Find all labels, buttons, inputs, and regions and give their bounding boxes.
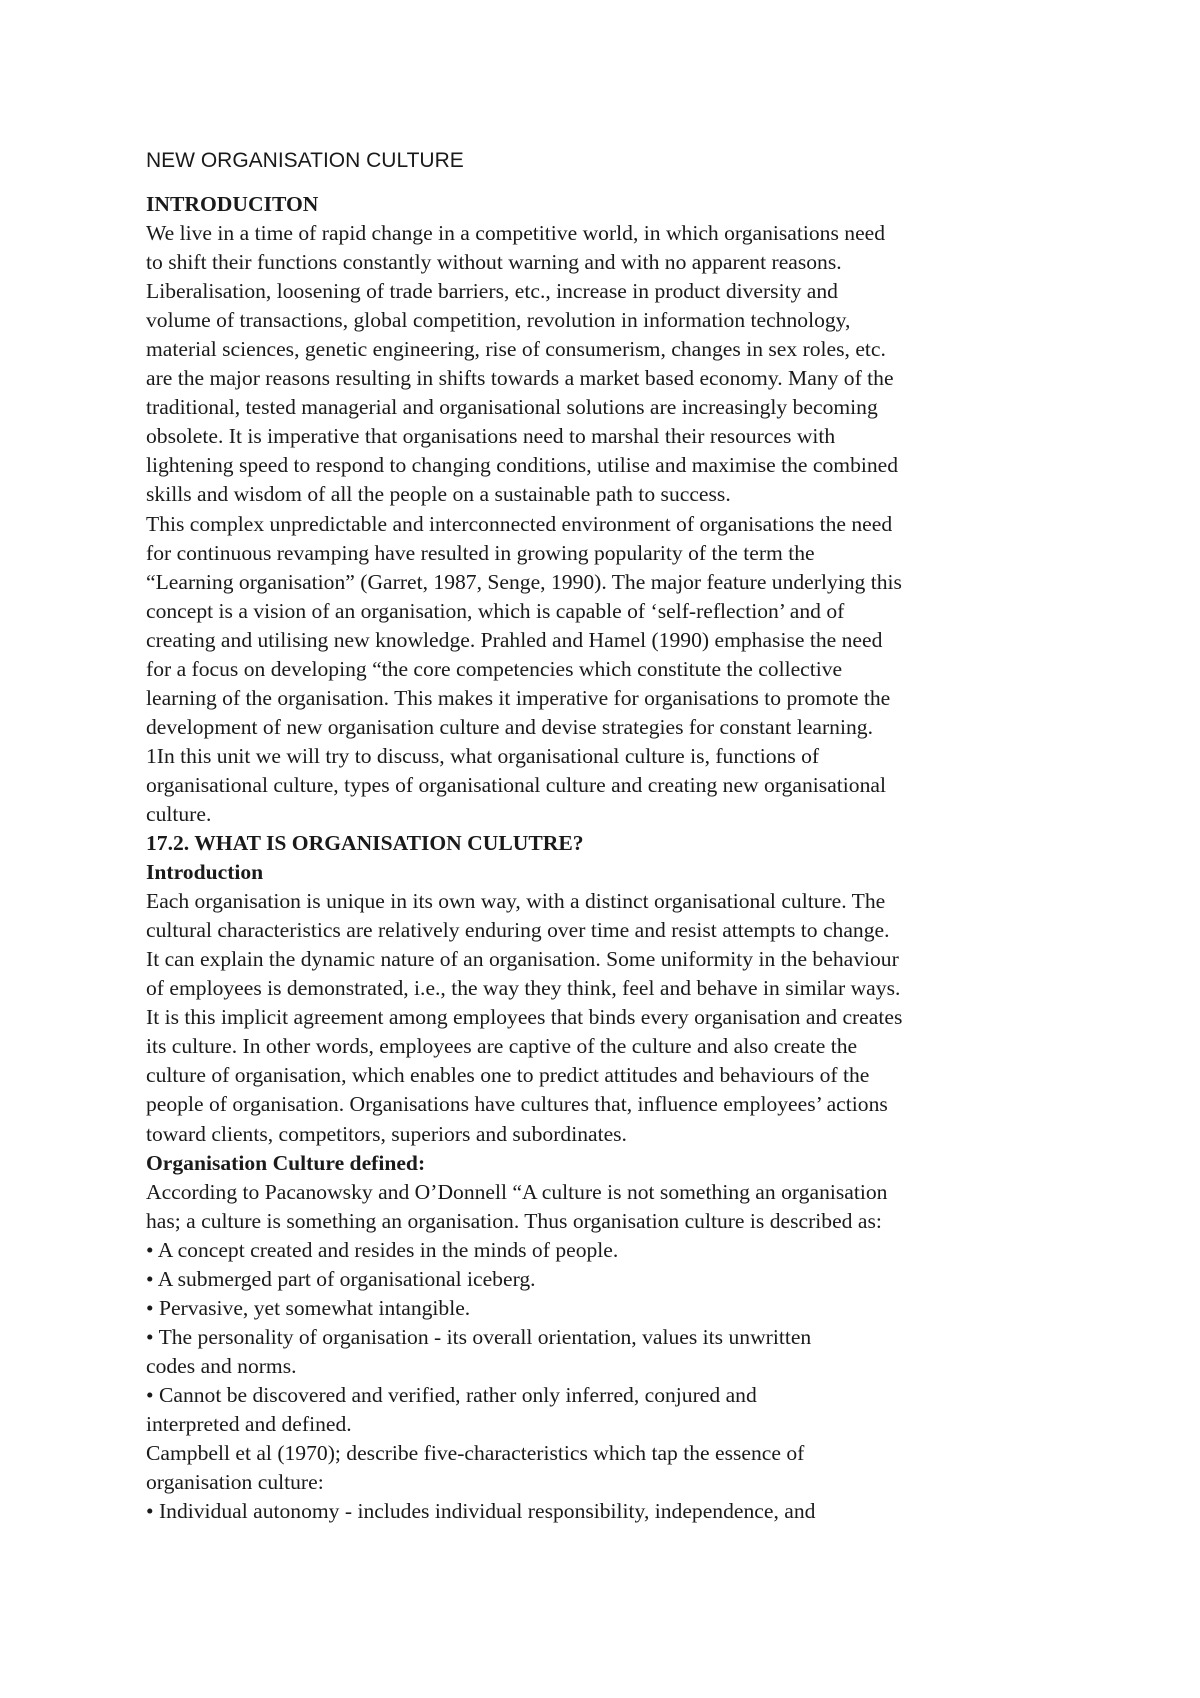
text-line: It is this implicit agreement among employees that binds every organisation and creates xyxy=(146,1005,903,1030)
text-line: organisation culture: xyxy=(146,1470,324,1495)
section-paragraphs xyxy=(146,887,1066,1148)
text-line: 1In this unit we will try to discuss, what organisational culture is, functions of xyxy=(146,743,820,768)
text-line: According to Pacanowsky and O’Donnell “A culture is not something an organisation xyxy=(146,1179,888,1204)
text-line: lightening speed to respond to changing conditions, utilise and maximise the combined xyxy=(146,453,899,478)
text-line: traditional, tested managerial and organisational solutions are increasingly becoming xyxy=(146,395,878,420)
document-body xyxy=(146,146,1066,1526)
text-line: material sciences, genetic engineering, rise of consumerism, changes in sex roles, etc. xyxy=(146,337,886,362)
text-line: creating and utilising new knowledge. Prahled and Hamel (1990) emphasise the need xyxy=(146,627,883,652)
intro-paragraphs xyxy=(146,219,1066,829)
text-line: to shift their functions constantly without warning and with no apparent reasons. xyxy=(146,250,842,275)
text-line: skills and wisdom of all the people on a sustainable path to success. xyxy=(146,482,731,507)
text-line: culture. xyxy=(146,801,212,826)
text-line: Each organisation is unique in its own way, with a distinct organisational culture. The xyxy=(146,889,886,914)
document-title: NEW ORGANISATION CULTURE xyxy=(146,149,464,172)
text-line: its culture. In other words, employees are captive of the culture and also create the xyxy=(146,1034,858,1059)
text-line: for a focus on developing “the core competencies which constitute the collective xyxy=(146,656,843,681)
text-line: for continuous revamping have resulted in growing popularity of the term the xyxy=(146,540,815,565)
text-line: development of new organisation culture and devise strategies for constant learning. xyxy=(146,714,873,739)
text-line: learning of the organisation. This makes it imperative for organisations to promote the xyxy=(146,685,891,710)
bullet-item: • The personality of organisation - its overall orientation, values its unwritten xyxy=(146,1324,812,1349)
text-line: It can explain the dynamic nature of an organisation. Some uniformity in the behaviour xyxy=(146,947,899,972)
text-line: cultural characteristics are relatively enduring over time and resist attempts to change. xyxy=(146,918,890,943)
text-line: of employees is demonstrated, i.e., the way they think, feel and behave in similar ways. xyxy=(146,976,901,1001)
text-line: are the major reasons resulting in shifts towards a market based economy. Many of the xyxy=(146,366,894,391)
bullet-item: • A submerged part of organisational iceberg. xyxy=(146,1266,536,1291)
bullet-item: • Pervasive, yet somewhat intangible. xyxy=(146,1295,471,1320)
text-line: codes and norms. xyxy=(146,1353,297,1378)
sub-heading-culture-defined: Organisation Culture defined: xyxy=(146,1150,426,1175)
section-heading: 17.2. WHAT IS ORGANISATION CULUTRE? xyxy=(146,831,584,856)
text-line: culture of organisation, which enables one to predict attitudes and behaviours of the xyxy=(146,1063,870,1088)
text-line: toward clients, competitors, superiors and subordinates. xyxy=(146,1121,627,1146)
text-line: interpreted and defined. xyxy=(146,1411,352,1436)
text-line: “Learning organisation” (Garret, 1987, Senge, 1990). The major feature underlying this xyxy=(146,569,902,594)
text-line: volume of transactions, global competition, revolution in information technology, xyxy=(146,308,851,333)
text-line: has; a culture is something an organisation. Thus organisation culture is described as: xyxy=(146,1208,882,1233)
text-line: organisational culture, types of organisational culture and creating new organisational xyxy=(146,772,886,797)
bullet-item: • A concept created and resides in the minds of people. xyxy=(146,1237,619,1262)
text-line: obsolete. It is imperative that organisations need to marshal their resources with xyxy=(146,424,836,449)
bullet-item: • Individual autonomy - includes individual responsibility, independence, and xyxy=(146,1499,816,1524)
text-line: Campbell et al (1970); describe five-characteristics which tap the essence of xyxy=(146,1441,805,1466)
intro-heading: INTRODUCITON xyxy=(146,192,319,216)
sub-heading-introduction: Introduction xyxy=(146,860,264,885)
text-line: This complex unpredictable and interconnected environment of organisations the need xyxy=(146,511,893,536)
text-line: Liberalisation, loosening of trade barriers, etc., increase in product diversity and xyxy=(146,279,838,304)
bullet-item: • Cannot be discovered and verified, rather only inferred, conjured and xyxy=(146,1382,757,1407)
text-line: people of organisation. Organisations have cultures that, influence employees’ actions xyxy=(146,1092,888,1117)
text-line: concept is a vision of an organisation, which is capable of ‘self-reflection’ and of xyxy=(146,598,845,623)
defined-paragraphs xyxy=(146,1178,1066,1527)
text-line: We live in a time of rapid change in a competitive world, in which organisations need xyxy=(146,221,886,246)
